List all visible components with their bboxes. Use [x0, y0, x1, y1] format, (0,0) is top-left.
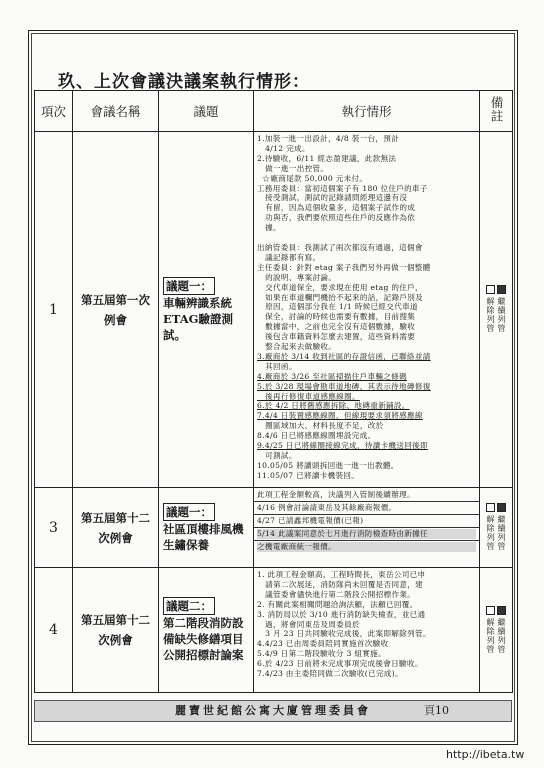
execution-line: 工務用委員：當初這個案子有 180 位住戶的車子	[257, 183, 428, 193]
execution-line: 9.4/25 日已將線圈接線完成，待讀卡機送回後即	[257, 441, 428, 451]
table-header-row	[35, 91, 513, 132]
header-no: 項次	[35, 91, 73, 132]
table-row	[35, 132, 513, 488]
execution-line: 據。	[257, 223, 281, 233]
continue-tracking-option	[497, 284, 506, 335]
execution-line: 原因，這個部分我在 1/1 時候已經交代車道	[257, 302, 418, 312]
checked-box-icon	[497, 503, 506, 512]
topic-text: 社區頂樓排風機生鏽保養	[163, 521, 244, 552]
execution-line: 數據當中，之前也完全沒有這個數據，驗收	[257, 322, 416, 332]
checked-box-icon	[497, 285, 506, 294]
execution-line: 後包含車籍資料怎麼去建置，這些資料需要	[257, 332, 416, 342]
execution-line: 4.廠商於 3/26 至社區掃描住戶車輛之條碼	[257, 371, 407, 381]
topic-text: 車輛辨識系統ETAG驗證測試。	[163, 295, 233, 342]
execution-line: 3.廠商於 3/14 收到社區的存證信函，已聯絡並請	[257, 351, 431, 361]
meeting-name: 第五屆第十二次例會	[73, 568, 159, 693]
topic-tag: 議題一：	[163, 503, 215, 521]
execution-line: 2. 有關此案相關問題洽詢法顧，法顧已回覆。	[257, 599, 418, 609]
topic-tag: 議題一：	[163, 277, 215, 295]
remark-cell	[480, 568, 513, 693]
remark-cell	[480, 132, 513, 488]
execution-line: 5.於 3/28 現場會勘車道地磚、其表示待地磚修復	[257, 381, 431, 391]
unlist-option	[486, 502, 495, 553]
execution-line: 7.4/23 由主委陪同做二次驗收(已完成)。	[257, 669, 403, 679]
unlist-option	[486, 284, 495, 335]
topic-cell	[159, 568, 254, 693]
line-divider	[254, 514, 479, 515]
remark-option-label: 解除列管	[486, 297, 495, 333]
header-exec: 執行情形	[254, 91, 480, 132]
line-divider	[254, 540, 479, 541]
execution-line: 的說明、專案討論。	[257, 272, 337, 282]
execution-line: 6.於 4/23 日前將未完成事項完成後會日驗收。	[257, 659, 423, 669]
execution-line: 請第二次展延，消防隊尚未回覆是否同意，建	[257, 579, 424, 589]
execution-line: 11.05/07 已將讀卡機裝回。	[257, 470, 360, 480]
checked-box-icon	[497, 606, 506, 615]
header-topic: 議題	[159, 91, 254, 132]
unlist-option	[486, 605, 495, 656]
topic-tag: 議題二：	[163, 597, 215, 615]
empty-box-icon	[486, 606, 495, 615]
execution-line: 1. 此項工程金額高，工程時間長，東岳公司已申	[257, 570, 426, 579]
resolution-table	[34, 90, 513, 693]
execution-line: ☆廠商尾款 50,000 元未付。	[257, 173, 368, 183]
execution-line: 4.4/23 已由周委員陪同實施首次驗收	[257, 639, 389, 649]
execution-line: 3 月 23 日共同驗收完成後，此案即解除列管。	[257, 629, 431, 639]
row-number: 3	[35, 488, 73, 568]
execution-line: 主任委員：針對 etag 案子我們另外再做一個整體	[257, 262, 431, 272]
page-number: 頁10	[424, 704, 449, 717]
execution-status	[254, 568, 480, 693]
execution-line: 此項工程金額較高，決議列入管制後續辦理。	[257, 490, 415, 499]
remark-option-label: 解除列管	[486, 617, 495, 654]
execution-line: 3. 消防局以於 3/10 進行消防缺失檢查，並已通	[257, 609, 426, 619]
remark-option-label: 繼續列管	[497, 515, 506, 551]
table-row	[35, 488, 513, 568]
execution-line: 做一進一出控管。	[257, 163, 329, 173]
topic-cell	[159, 488, 254, 568]
execution-line: 可測試。	[257, 451, 297, 460]
execution-line: 有留，因為這個收量多，這個案子試作的成	[257, 203, 416, 213]
execution-line: 出納管委員：我測試了兩次都沒有通過，這個會	[257, 242, 423, 252]
footer-title: 麗寶世紀館公寓大廈管理委員會	[175, 704, 371, 717]
execution-line: 之機電廠商統一報價。	[257, 542, 476, 552]
execution-line: 6.於 4/2 日將舊感應拆除、地磚重新鋪設。	[257, 401, 410, 411]
row-number: 1	[35, 132, 73, 488]
execution-line: 接受測試，測試的記錄請問經理這邊有沒	[257, 193, 408, 203]
header-meeting: 會議名稱	[73, 91, 159, 132]
footer-bar	[34, 700, 512, 722]
execution-line: 後再行修復車道感應線圈。	[257, 391, 360, 401]
topic-cell	[159, 132, 254, 488]
execution-line: 8.4/6 日已將感應線圈埋設完成。	[257, 431, 376, 441]
source-watermark: http://ibeta.tw	[446, 748, 525, 761]
topic-text: 第二階段消防設備缺失修繕項目公開招標討論案	[163, 616, 244, 662]
execution-line: 4/16 例會討論請東岳及其餘廠商報價。	[257, 502, 397, 512]
execution-line: 7.4/4 日裝置感應線圈，但線現要求須將感應線	[257, 411, 423, 421]
execution-line: 交代車道保全，要求現在使用 etag 的住戶，	[257, 282, 423, 292]
execution-line: 功與否，我們要依照這些住戶的反應作為依	[257, 213, 416, 223]
execution-status	[254, 132, 480, 488]
execution-line: 保全，討論的時候也需要有數據，目前搜集	[257, 312, 416, 322]
continue-tracking-option	[497, 502, 506, 553]
execution-line: 圈區域加大、材料長度不足，改於	[257, 421, 384, 431]
execution-line: 5.4/9 日第二階段驗收分 3 組實施。	[257, 649, 386, 659]
execution-line: 5/14 此議案同意於七月進行消防檢查時由新據任	[257, 529, 476, 539]
execution-line: 1.加裝一進一出設計，4/8 裝一台，預計	[257, 134, 400, 143]
remark-option-label: 繼續列管	[497, 297, 506, 333]
execution-line: 整合起來去做驗收。	[257, 342, 337, 352]
execution-line	[257, 233, 476, 243]
execution-line: 2.待驗收，6/11 經志盈建議，此款無法	[257, 153, 397, 163]
table-row	[35, 568, 513, 693]
continue-tracking-option	[497, 605, 506, 656]
empty-box-icon	[486, 503, 495, 512]
execution-line: 過，將會同東岳及周委員於	[257, 619, 360, 629]
execution-line: 如果在車道欄門機抬不起來的話，記錄戶別及	[257, 292, 424, 302]
header-remark: 備註	[480, 91, 513, 132]
remark-option-label: 解除列管	[486, 515, 495, 551]
page-heading: 玖、上次會議決議案執行情形：	[58, 72, 310, 92]
execution-line: 其回函。	[257, 361, 297, 371]
row-number: 4	[35, 568, 73, 693]
remark-cell	[480, 488, 513, 568]
meeting-name: 第五屆第十二次例會	[73, 488, 159, 568]
execution-line: 議管委會儘快進行第二階段公開招標作業。	[257, 589, 416, 599]
execution-line: 10.05/05 將讀頭拆回進一進一出教體。	[257, 460, 399, 470]
empty-box-icon	[486, 285, 495, 294]
line-divider	[254, 527, 479, 528]
line-divider	[254, 501, 479, 502]
meeting-name: 第五屆第一次例會	[73, 132, 159, 488]
execution-line: 4/12 完成。	[257, 143, 310, 153]
execution-status	[254, 488, 480, 568]
execution-line: 議記錄都有寫。	[257, 252, 321, 262]
remark-option-label: 繼續列管	[497, 617, 506, 654]
execution-line: 4/27 已請鑫邦機電報價(已報)	[257, 515, 364, 525]
